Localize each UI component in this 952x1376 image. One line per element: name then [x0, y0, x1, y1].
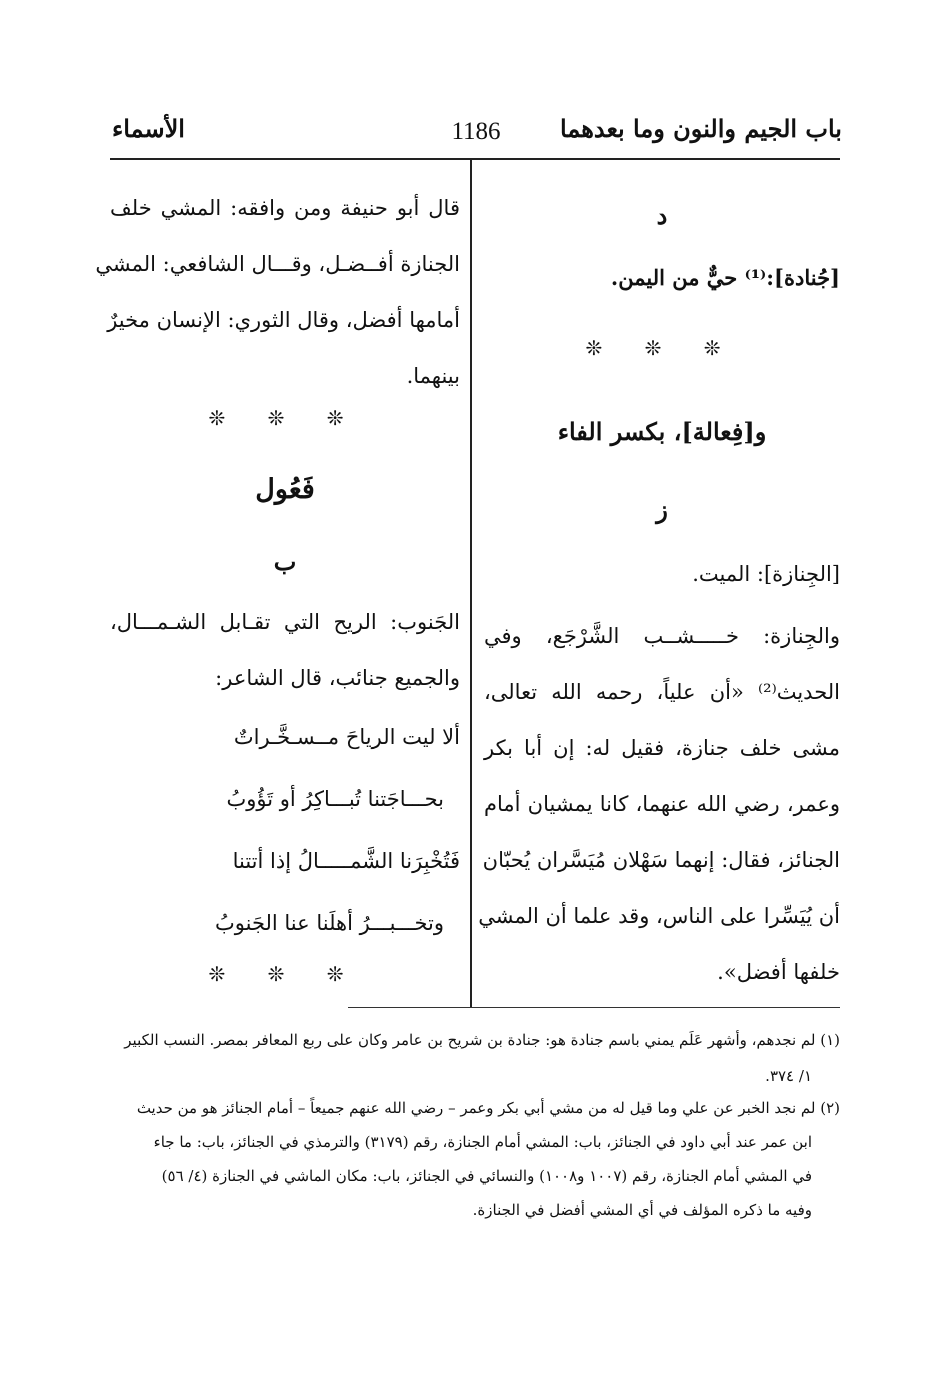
- separator-stars: ❊ ❊ ❊: [208, 406, 362, 430]
- paragraph-line: بينهما.: [406, 364, 460, 388]
- paragraph-line: والجميع جنائب، قال الشاعر:: [215, 666, 460, 690]
- chapter-title: باب الجيم والنون وما بعدهما: [560, 114, 842, 143]
- pattern-heading: و[فِعالة]، بكسر الفاء: [557, 417, 767, 446]
- paragraph-line: مشى خلف جنازة، فقيل له: إن أبا بكر: [484, 736, 840, 760]
- poem-verse: ألا ليت الرياحَ مــسـخَّـراتٌ: [233, 725, 460, 749]
- poem-verse: وتخـــبـــرُ أهلَنا عنا الجَنوبُ: [214, 911, 444, 935]
- janub-entry: [110, 594, 460, 706]
- letter-heading-ba: ب: [273, 547, 297, 576]
- pattern-heading: فَعُول: [255, 474, 315, 505]
- opinion-paragraph: [95, 180, 460, 404]
- footnote-rule: [348, 1007, 840, 1008]
- footnote-line: (٢) لم نجد الخبر عن علي وما قيل له من مشي أبي بكر وعمر – رضي الله عنهم جميعاً – أمام الجنائز هو من حديث: [136, 1099, 840, 1117]
- paragraph-line: والجِنازة: خـــــشــب الشَّرْجَع، وفي: [484, 624, 840, 648]
- footnote-line: في المشي أمام الجنازة، رقم (١٠٠٧ و١٠٠٨) والنسائي في الجنائز، باب: مكان الماشي في الجنازة (٤/ ٥٦): [161, 1167, 812, 1185]
- separator-stars: ❊ ❊ ❊: [208, 962, 362, 986]
- poem-verse: فَتُخْبِرَنا الشَّمـــــالُ إذا أتتنا: [232, 849, 460, 873]
- header-rule: [110, 158, 840, 160]
- column-divider: [470, 158, 472, 1008]
- page-number: 1186: [451, 118, 501, 145]
- poem-verse: بحـــاجَتنا تُبـــاكِرُ أو تَؤُوبُ: [226, 787, 444, 811]
- paragraph-line: الجنازة أفــضـل، وقـــال الشافعي: المشي: [95, 252, 460, 276]
- paragraph-line: وعمر، رضي الله عنهما، كانا يمشيان أمام: [484, 792, 840, 816]
- poem: [110, 706, 460, 954]
- janaza-paragraph: [478, 608, 840, 1000]
- entry-junada: [جُنادة]:⁽¹⁾ حيٌّ من اليمن.: [610, 265, 840, 290]
- separator-stars: ❊ ❊ ❊: [585, 336, 739, 360]
- paragraph-line: خلفها أفضل».: [717, 960, 840, 984]
- letter-heading-dal: د: [656, 201, 668, 230]
- paragraph-line: قال أبو حنيفة ومن وافقه: المشي خلف: [110, 196, 460, 220]
- footnote-line: (١) لم نجدهم، وأشهر عَلَم يمني باسم جنادة هو: جنادة بن شريح بن عامر وكان على ربع المعافر بمصر. النسب الكبير: [124, 1031, 840, 1049]
- paragraph-line: الجَنوب: الريح التي تقـابل الشـمـــال،: [110, 610, 460, 634]
- footnote-line: ١/ ٣٧٤.: [765, 1067, 812, 1085]
- paragraph-line: أن يُيَسِّرا على الناس، وقد علما أن المشي: [478, 904, 840, 928]
- paragraph-line: الجنائز، فقال: إنهما سَهْلان مُيَسَّران يُحبّان: [482, 848, 840, 872]
- footnote-line: ابن عمر عند أبي داود في الجنائز، باب: المشي أمام الجنازة، رقم (٣١٧٩) والترمذي في الجنائز، باب: ما جاء: [153, 1133, 812, 1151]
- footnote-line: وفيه ما ذكره المؤلف في أي المشي أفضل في الجنازة.: [472, 1201, 812, 1219]
- paragraph-line: أمامها أفضل، وقال الثوري: الإنسان مخيرٌ: [107, 308, 460, 332]
- letter-heading-zay: ز: [656, 495, 668, 524]
- entry-janaza: [الجِنازة]: الميت.: [692, 562, 840, 586]
- paragraph-line: الحديث⁽²⁾ «أن علياً، رحمه الله تعالى،: [484, 680, 840, 704]
- section-title: الأسماء: [112, 114, 185, 143]
